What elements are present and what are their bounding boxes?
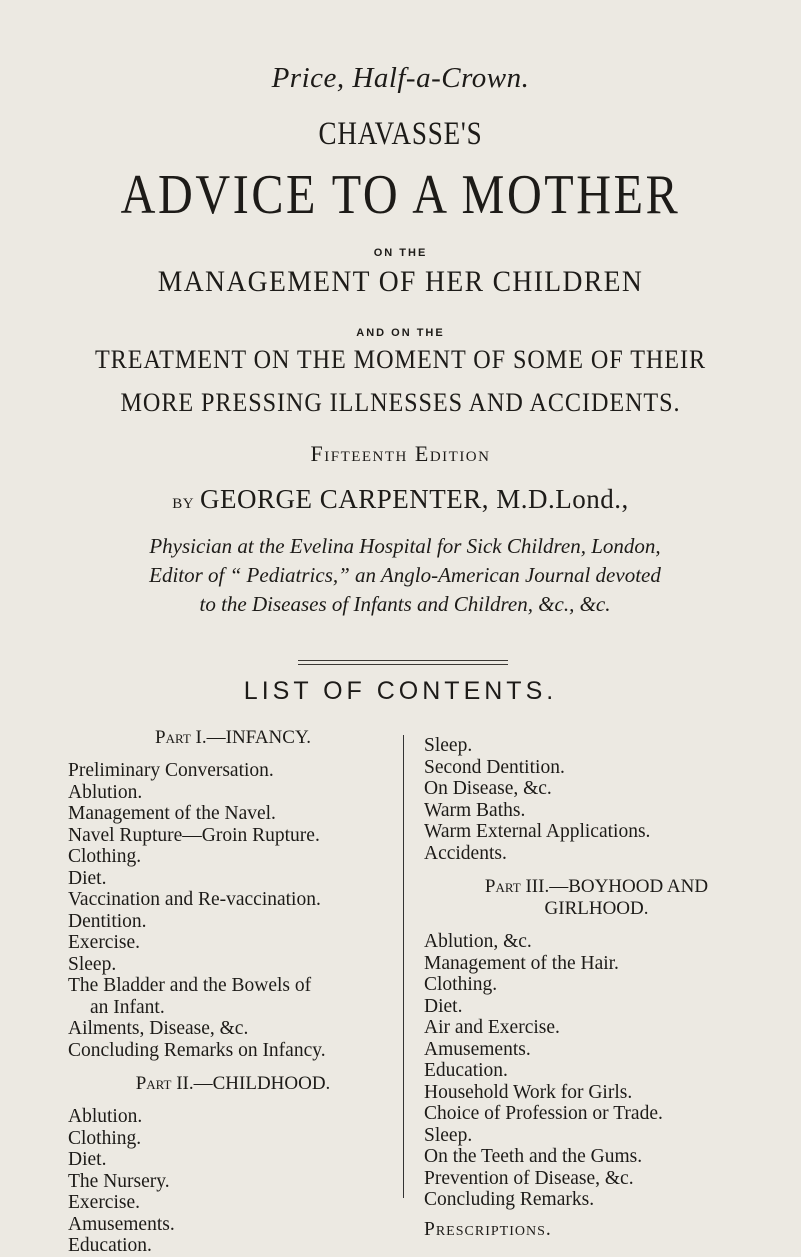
list-item: Concluding Remarks. bbox=[424, 1189, 595, 1210]
list-item: Accidents. bbox=[424, 842, 507, 864]
list-item: Prevention of Disease, &c. bbox=[424, 1167, 634, 1189]
subtitle-illnesses: MORE PRESSING ILLNESSES AND ACCIDENTS. bbox=[120, 388, 681, 417]
list-item: Ailments, Disease, &c. bbox=[68, 1018, 249, 1039]
title-possessive: CHAVASSE'S bbox=[318, 116, 483, 152]
list-item: Education. bbox=[424, 1060, 508, 1081]
list-item: Ablution. bbox=[68, 781, 143, 803]
list-item: On Disease, &c. bbox=[424, 778, 552, 799]
list-item: Exercise. bbox=[68, 932, 141, 953]
list-item: Clothing. bbox=[68, 846, 142, 867]
list-item: Amusements. bbox=[68, 1213, 175, 1235]
contents-title: LIST OF CONTENTS. bbox=[243, 677, 558, 705]
author-byline bbox=[0, 484, 801, 515]
list-item: On the Teeth and the Gums. bbox=[424, 1146, 643, 1167]
main-title: ADVICE TO A MOTHER bbox=[120, 164, 681, 226]
part3-list bbox=[424, 931, 769, 1211]
list-item: Exercise. bbox=[68, 1192, 141, 1213]
edition-line: Fifteenth Edition bbox=[310, 441, 491, 466]
author-credentials bbox=[60, 532, 750, 619]
list-item: Warm Baths. bbox=[424, 799, 526, 821]
list-item: an Infant. bbox=[90, 996, 165, 1018]
list-item: Sleep. bbox=[424, 735, 473, 756]
list-item: Sleep. bbox=[424, 1124, 473, 1146]
list-item: Clothing. bbox=[424, 974, 498, 995]
prescriptions-heading: Prescriptions. bbox=[424, 1218, 552, 1240]
list-item: Management of the Hair. bbox=[424, 952, 619, 974]
list-item: Warm External Applications. bbox=[424, 821, 651, 842]
subtitle-management: MANAGEMENT OF HER CHILDREN bbox=[157, 265, 644, 298]
list-item: Preliminary Conversation. bbox=[68, 760, 274, 781]
list-item: The Nursery. bbox=[68, 1170, 170, 1192]
by-word: by bbox=[172, 488, 195, 513]
part-heading: Part II.—CHILDHOOD. bbox=[135, 1073, 331, 1094]
price-line: Price, Half-a-Crown. bbox=[271, 62, 530, 94]
part-heading: Part I.—INFANCY. bbox=[155, 727, 311, 748]
list-item: Concluding Remarks on Infancy. bbox=[68, 1039, 326, 1061]
part-heading: Part III.—BOYHOOD AND bbox=[484, 876, 709, 897]
subtitle-treatment: TREATMENT ON THE MOMENT OF SOME OF THEIR bbox=[94, 345, 707, 374]
contents-right-column bbox=[424, 735, 769, 1240]
list-item: Sleep. bbox=[68, 953, 117, 975]
divider-rule bbox=[298, 660, 508, 665]
list-item: Second Dentition. bbox=[424, 756, 565, 778]
credentials-line: Editor of “ Pediatrics,” an Anglo-American Journal devoted bbox=[149, 563, 661, 587]
list-item: Diet. bbox=[68, 867, 107, 889]
credentials-line: Physician at the Evelina Hospital for Sick Children, London, bbox=[149, 534, 661, 558]
list-item: Ablution. bbox=[68, 1106, 143, 1127]
list-item: Air and Exercise. bbox=[424, 1017, 560, 1038]
list-item: Amusements. bbox=[424, 1038, 531, 1060]
contents-left-column bbox=[68, 727, 398, 1257]
list-item: Vaccination and Re-vaccination. bbox=[68, 889, 321, 910]
list-item: Ablution, &c. bbox=[424, 931, 532, 952]
list-item: Management of the Navel. bbox=[68, 803, 276, 824]
credentials-line: to the Diseases of Infants and Children, &c., &c. bbox=[199, 592, 611, 616]
part2-list bbox=[68, 1106, 398, 1257]
list-item: Household Work for Girls. bbox=[424, 1081, 633, 1103]
list-item: Clothing. bbox=[68, 1127, 142, 1149]
author-name: GEORGE CARPENTER, M.D.Lond., bbox=[200, 484, 629, 514]
part2-list-continued bbox=[424, 735, 769, 864]
list-item: Navel Rupture—Groin Rupture. bbox=[68, 824, 320, 846]
list-item: Choice of Profession or Trade. bbox=[424, 1103, 663, 1124]
connector-on-the: ON THE bbox=[373, 247, 428, 259]
part1-list bbox=[68, 760, 398, 1061]
part-heading: GIRLHOOD. bbox=[544, 898, 649, 919]
list-item: Diet. bbox=[424, 995, 463, 1017]
list-item: Dentition. bbox=[68, 910, 147, 932]
connector-and-on-the: AND ON THE bbox=[356, 327, 445, 339]
list-item: The Bladder and the Bowels of bbox=[68, 975, 312, 996]
list-item: Diet. bbox=[68, 1149, 107, 1170]
list-item: Education. bbox=[68, 1235, 152, 1256]
column-divider bbox=[403, 735, 404, 1198]
